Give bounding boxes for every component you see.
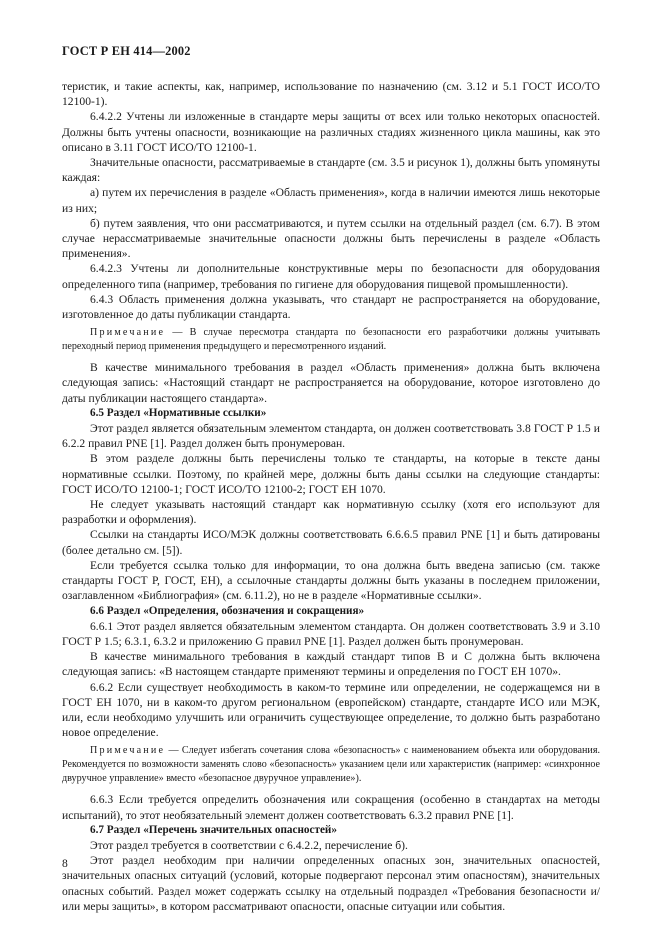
body-paragraph: В этом разделе должны быть перечислены только те стандарты, на которые в тексте даны нормативные ссылки. Поэтому, по крайней мере, должны быть даны ссылки на следующие стандарты: ГОСТ ИСО/ТО 12100-1; ГОСТ ИСО/ТО 12100-2; ГОСТ ЕН 1070.	[62, 452, 600, 496]
body-paragraph: Если требуется ссылка только для информации, то она должна быть введена записью (см. также стандарты ГОСТ Р, ГОСТ, ЕН), а ссылочные стандарты должны быть указаны в последнем приложении, озаглавленном «Библиография» (см. 6.11.2), но не в разделе «Нормативные ссылки».	[62, 558, 600, 603]
note-label: Примечание	[90, 745, 166, 757]
body-paragraph: а) путем их перечисления в разделе «Область применения», когда в наличии имеются лишь некоторые из них;	[62, 186, 600, 215]
body-paragraph: Этот раздел является обязательным элементом стандарта, он должен соответствовать 3.8 ГОСТ Р 1.5 и 6.2.2 правил PNE [1]. Раздел должен быть пронумерован.	[62, 422, 600, 451]
note-paragraph	[62, 326, 600, 354]
body-paragraph: Ссылки на стандарты ИСО/МЭК должны соответствовать 6.6.6.5 правил PNE [1] и быть датированы (более детально см. [5]).	[62, 528, 600, 557]
page-header-title: ГОСТ Р ЕН 414—2002	[62, 44, 191, 58]
body-paragraph: Значительные опасности, рассматриваемые в стандарте (см. 3.5 и рисунок 1), должны быть упомянуты каждая:	[62, 156, 600, 185]
body-paragraph: Этот раздел требуется в соответствии с 6.4.2.2, перечисление б).	[90, 838, 408, 852]
body-paragraph: 6.6.2 Если существует необходимость в каком-то термине или определении, не содержащемся ни в ГОСТ ЕН 1070, ни в каком-то другом региональном (европейском) стандарте, стандарте ИСО или МЭК, или, если необходимо улучшить или ограничить существующее определение, то должно быть разработано новое определение.	[62, 680, 600, 740]
note-paragraph	[62, 744, 600, 786]
body-paragraph: Этот раздел необходим при наличии определенных опасных зон, значительных опасностей, значительных опасных ситуаций (условий, которые подвергают персонал этим опасностям), значительных опасных событий. Раздел может содержать ссылку на отдельный подраздел «Требования безопасности и/или меры защиты», в котором рассматривают опасности, опасные ситуации или события.	[62, 854, 600, 913]
body-paragraph: теристик, и такие аспекты, как, например, использование по назначению (см. 3.12 и 5.1 ГОСТ ИСО/ТО 12100-1).	[62, 80, 600, 109]
body-paragraph: В качестве минимального требования в раздел «Область применения» должна быть включена следующая запись: «Настоящий стандарт не распространяется на оборудование, которое изготовлено до даты публикации настоящего стандарта».	[62, 361, 600, 405]
note-text: — В случае пересмотра стандарта по безопасности его разработчики должны учитывать переходный период применения предыдущего и пересмотренного изданий.	[62, 327, 600, 353]
section-heading: 6.5 Раздел «Нормативные ссылки»	[90, 406, 267, 419]
section-heading: 6.6 Раздел «Определения, обозначения и сокращения»	[90, 604, 365, 617]
section-heading: 6.7 Раздел «Перечень значительных опасностей»	[90, 823, 337, 836]
body-paragraph: 6.4.2.2 Учтены ли изложенные в стандарте меры защиты от всех или только некоторых опасностей. Должны быть учтены опасности, возникающие на различных стадиях жизненного цикла машины, как это описано в 3.11 ГОСТ ИСО/ТО 12100-1.	[62, 110, 600, 154]
body-paragraph: б) путем заявления, что они рассматриваются, и путем ссылки на отдельный раздел (см. 6.7). В этом случае нерассматриваемые значительные опасности должны быть перечислены в разделе «Область применения».	[62, 216, 600, 261]
body-paragraph: Не следует указывать настоящий стандарт как нормативную ссылку (хотя его используют для разработки и оформления).	[62, 498, 600, 527]
note-label: Примечание	[90, 327, 166, 339]
note-text: — Следует избегать сочетания слова «безопасность» с наименованием объекта или оборудования. Рекомендуется по возможности заменять слово «безопасность» указанием цели или характеристик (например: «синхронное двуручное управление» вместо «безопасное двуручное управление»).	[62, 745, 600, 785]
body-paragraph: 6.6.3 Если требуется определить обозначения или сокращения (особенно в стандартах на методы испытаний), то этот необязательный элемент должен соответствовать 6.3.2 правил PNE [1].	[62, 793, 600, 822]
page-number: 8	[62, 857, 68, 870]
body-paragraph: 6.4.3 Область применения должна указывать, что стандарт не распространяется на оборудование, изготовленное до даты публикации стандарта.	[62, 292, 600, 322]
body-paragraph: 6.6.1 Этот раздел является обязательным элементом стандарта. Он должен соответствовать 3.9 и 3.10 ГОСТ Р 1.5; 6.3.1, 6.3.2 и приложению G правил PNE [1]. Раздел должен быть пронумерован.	[62, 619, 600, 648]
document-body	[62, 79, 600, 914]
body-paragraph: 6.4.2.3 Учтены ли дополнительные конструктивные меры по безопасности для оборудования определенного типа (например, требования по гигиене для оборудования пищевой промышленности).	[62, 262, 600, 291]
body-paragraph: В качестве минимального требования в каждый стандарт типов В и С должна быть включена следующая запись: «В настоящем стандарте применяют термины и определения по ГОСТ ЕН 1070».	[62, 650, 600, 679]
